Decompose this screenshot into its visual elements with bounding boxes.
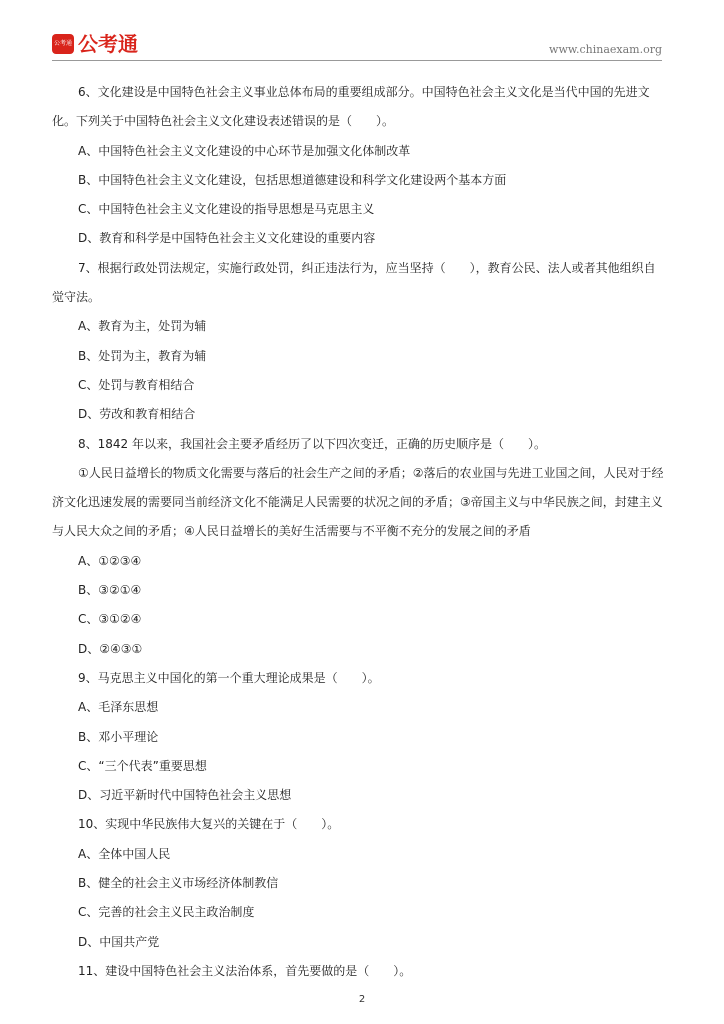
answer-option: B、中国特色社会主义文化建设，包括思想道德建设和科学文化建设两个基本方面 (78, 172, 507, 187)
answer-option: C、中国特色社会主义文化建设的指导思想是马克思主义 (78, 202, 375, 217)
site-url: www.chinaexam.org (549, 43, 662, 56)
question-stem: 9、马克思主义中国化的第一个重大理论成果是（ ）。 (78, 670, 380, 685)
logo-text: 公考通 (78, 32, 138, 56)
answer-option: B、处罚为主，教育为辅 (78, 348, 207, 363)
answer-option: B、邓小平理论 (78, 729, 159, 744)
answer-option: D、习近平新时代中国特色社会主义思想 (78, 788, 292, 803)
answer-option: B、健全的社会主义市场经济体制教信 (78, 876, 279, 891)
answer-option: D、教育和科学是中国特色社会主义文化建设的重要内容 (78, 231, 376, 246)
answer-option: D、劳改和教育相结合 (78, 407, 196, 422)
header-divider (52, 60, 662, 61)
page-number: 2 (358, 994, 366, 1005)
question-stem: 7、根据行政处罚法规定，实施行政处罚，纠正违法行为，应当坚持（ ），教育公民、法人或者其他组织自觉守法。 (52, 260, 656, 305)
question-stem: 11、建设中国特色社会主义法治体系，首先要做的是（ ）。 (78, 963, 412, 978)
answer-option: C、处罚与教育相结合 (78, 377, 195, 392)
answer-option: A、毛泽东思想 (78, 700, 159, 715)
answer-option: B、③②①④ (78, 583, 142, 598)
question-stem: 10、实现中华民族伟大复兴的关键在于（ ）。 (78, 817, 340, 832)
answer-option: C、“三个代表”重要思想 (78, 758, 207, 773)
answer-option: A、教育为主，处罚为辅 (78, 319, 207, 334)
answer-option: A、中国特色社会主义文化建设的中心环节是加强文化体制改革 (78, 143, 411, 158)
answer-option: A、①②③④ (78, 553, 142, 568)
answer-option: D、中国共产党 (78, 934, 160, 949)
answer-option: D、②④③① (78, 641, 143, 656)
answer-option: A、全体中国人民 (78, 846, 171, 861)
question-stem: 8、1842 年以来，我国社会主要矛盾经历了以下四次变迁，正确的历史顺序是（ ）。 (78, 436, 546, 451)
page-header (52, 32, 662, 60)
question-stem: 6、文化建设是中国特色社会主义事业总体布局的重要组成部分。中国特色社会主义文化是当代中国的先进文化。下列关于中国特色社会主义文化建设表述错误的是（ ）。 (52, 85, 650, 129)
document-body (52, 78, 666, 986)
logo-badge: 公考通 (52, 34, 74, 54)
answer-option: C、③①②④ (78, 612, 142, 627)
answer-option: C、完善的社会主义民主政治制度 (78, 905, 255, 920)
question-detail: ①人民日益增长的物质文化需要与落后的社会生产之间的矛盾；②落后的农业国与先进工业国之间，人民对于经济文化迅速发展的需要同当前经济文化不能满足人民需要的状况之间的矛盾；③帝国主义与中华民族之间，封建主义与人民大众之间的矛盾；④人民日益增长的美好生活需要与不平衡不充分的发展之间的矛盾 (52, 465, 664, 539)
